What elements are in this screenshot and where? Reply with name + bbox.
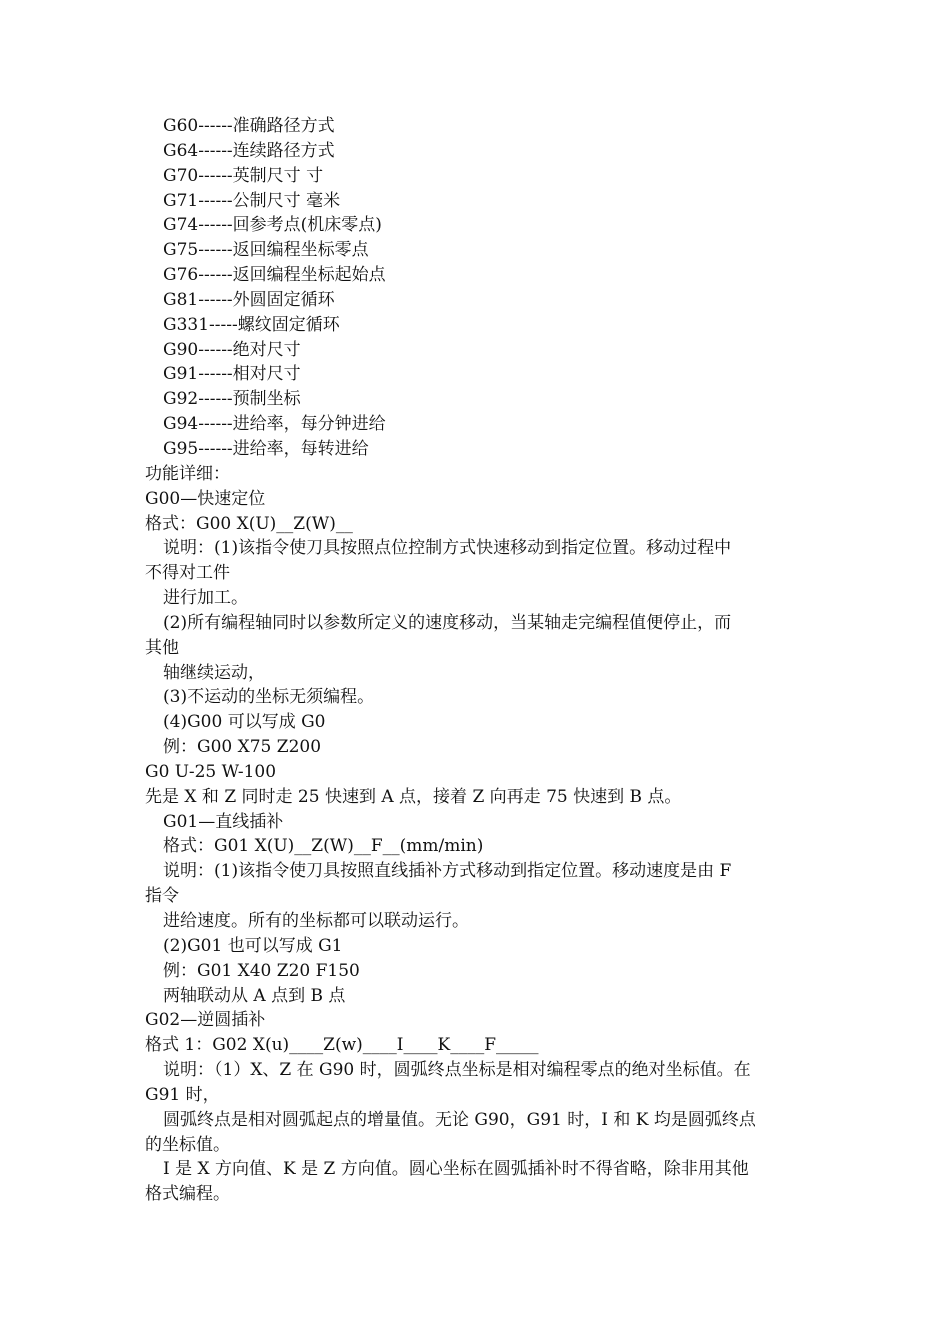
text-line: 进行加工。 — [163, 588, 248, 609]
text-line: G76------返回编程坐标起始点 — [163, 265, 386, 286]
document-body — [145, 114, 810, 1207]
text-line: (2)所有编程轴同时以参数所定义的速度移动，当某轴走完编程值便停止，而 — [163, 612, 732, 633]
text-line: G75------返回编程坐标零点 — [163, 240, 369, 261]
text-line: G0 U-25 W-100 — [145, 761, 277, 782]
text-line: 不得对工件 — [145, 563, 230, 584]
text-line: G95------进给率，每转进给 — [163, 438, 369, 459]
text-line: G02—逆圆插补 — [145, 1010, 266, 1031]
text-line: 两轴联动从 A 点到 B 点 — [163, 985, 346, 1006]
text-line: 格式：G01 X(U)__Z(W)__F__(mm/min) — [163, 836, 484, 857]
text-line: 功能详细： — [145, 463, 230, 484]
text-line: G70------英制尺寸 寸 — [163, 165, 324, 186]
text-line: G91------相对尺寸 — [163, 364, 301, 385]
text-line: G60------准确路径方式 — [163, 116, 335, 136]
text-line: G00—快速定位 — [145, 488, 266, 509]
text-line: 指令 — [145, 886, 179, 907]
text-line: 先是 X 和 Z 同时走 25 快速到 A 点，接着 Z 向再走 75 快速到 B 点。 — [145, 786, 682, 807]
text-line: G94------进给率，每分钟进给 — [163, 414, 386, 435]
text-line: 轴继续运动， — [163, 662, 265, 683]
text-line: 其他 — [145, 637, 179, 658]
text-line: 说明：（1）X、Z 在 G90 时，圆弧终点坐标是相对编程零点的绝对坐标值。在 — [163, 1060, 751, 1081]
text-line: G91 时， — [145, 1084, 220, 1105]
text-line: 格式：G00 X(U)__Z(W)__ — [145, 513, 353, 534]
text-line: I 是 X 方向值、K 是 Z 方向值。圆心坐标在圆弧插补时不得省略，除非用其他 — [163, 1159, 749, 1180]
text-line: G71------公制尺寸 毫米 — [163, 190, 341, 211]
text-line: G331-----螺纹固定循环 — [163, 314, 340, 335]
text-line: 圆弧终点是相对圆弧起点的增量值。无论 G90，G91 时，I 和 K 均是圆弧终点 — [163, 1109, 756, 1130]
text-line: (3)不运动的坐标无须编程。 — [163, 687, 375, 708]
text-line: G74------回参考点(机床零点) — [163, 215, 382, 236]
text-line: 格式 1：G02 X(u)____Z(w)____I____K____F_____ — [145, 1035, 539, 1056]
text-line: 格式编程。 — [145, 1184, 230, 1205]
text-line: G90------绝对尺寸 — [163, 339, 301, 360]
text-line: G01—直线插补 — [163, 811, 284, 832]
text-line: 说明：(1)该指令使刀具按照点位控制方式快速移动到指定位置。移动过程中 — [163, 538, 732, 559]
text-line: G64------连续路径方式 — [163, 140, 335, 161]
text-line: (2)G01 也可以写成 G1 — [163, 935, 343, 956]
text-line: 例：G01 X40 Z20 F150 — [163, 960, 360, 981]
text-line: (4)G00 可以写成 G0 — [163, 712, 326, 733]
text-line: 的坐标值。 — [145, 1134, 230, 1155]
text-line: 例：G00 X75 Z200 — [163, 737, 322, 758]
text-line: G92------预制坐标 — [163, 389, 301, 410]
text-line: 说明：(1)该指令使刀具按照直线插补方式移动到指定位置。移动速度是由 F — [163, 861, 732, 882]
text-line: 进给速度。所有的坐标都可以联动运行。 — [163, 911, 469, 931]
text-line: G81------外圆固定循环 — [163, 289, 335, 310]
